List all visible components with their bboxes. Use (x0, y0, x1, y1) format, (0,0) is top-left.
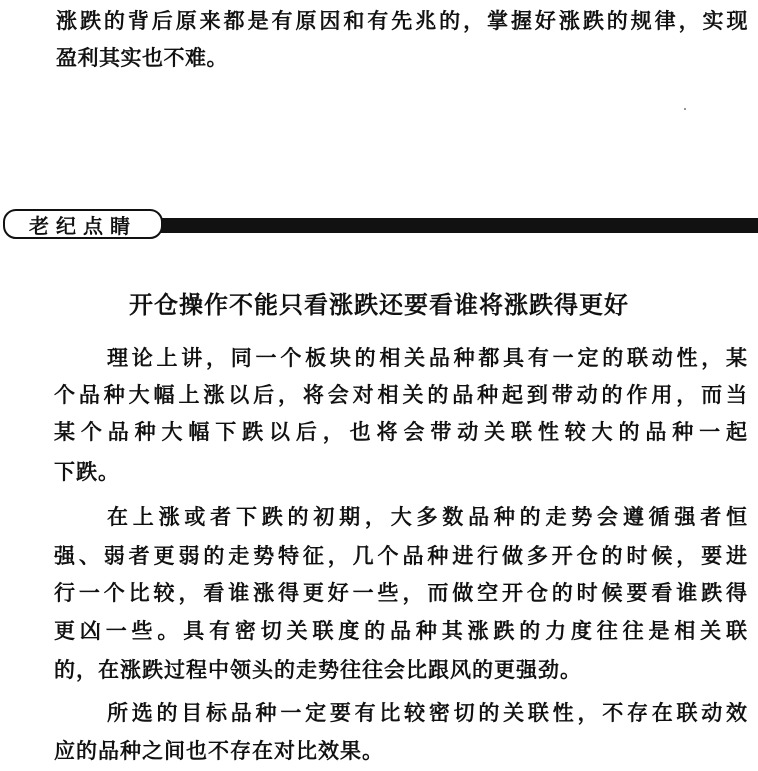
text-line: 更凶一些。具有密切关联度的品种其涨跌的力度往往是相关联 (54, 618, 752, 643)
text-line: 盈利其实也不难。 (56, 45, 228, 70)
section-label: 老纪点睛 (29, 213, 137, 238)
section-header-band (0, 209, 758, 241)
text-line: 强、弱者更弱的走势特征，几个品种进行做多开仓的时候，要进 (54, 543, 751, 568)
header-bar (160, 218, 758, 233)
text-line: 的，在涨跌过程中领头的走势往往会比跟风的更强劲。 (54, 657, 582, 682)
text-line: 应的品种之间也不存在对比效果。 (54, 738, 384, 763)
scan-speck (684, 108, 686, 110)
text-line: 下跌。 (54, 459, 120, 484)
text-line: 涨跌的背后原来都是有原因和有先兆的，掌握好涨跌的规律，实现 (56, 8, 751, 33)
text-line: 某个品种大幅下跌以后，也将会带动关联性较大的品种一起 (54, 419, 753, 444)
text-line: 理论上讲，同一个板块的相关品种都具有一定的联动性，某 (107, 345, 751, 370)
section-label-badge (3, 209, 163, 239)
text-line: 所选的目标品种一定要有比较密切的关联性，不存在联动效 (107, 700, 751, 725)
text-line: 在上涨或者下跌的初期，大多数品种的走势会遵循强者恒 (107, 504, 752, 529)
article-heading: 开仓操作不能只看涨跌还要看谁将涨跌得更好 (129, 291, 629, 319)
text-line: 个品种大幅上涨以后，将会对相关的品种起到带动的作用，而当 (54, 382, 751, 407)
text-line: 行一个比较，看谁涨得更好一些，而做空开仓的时候要看谁跌得 (54, 580, 751, 605)
